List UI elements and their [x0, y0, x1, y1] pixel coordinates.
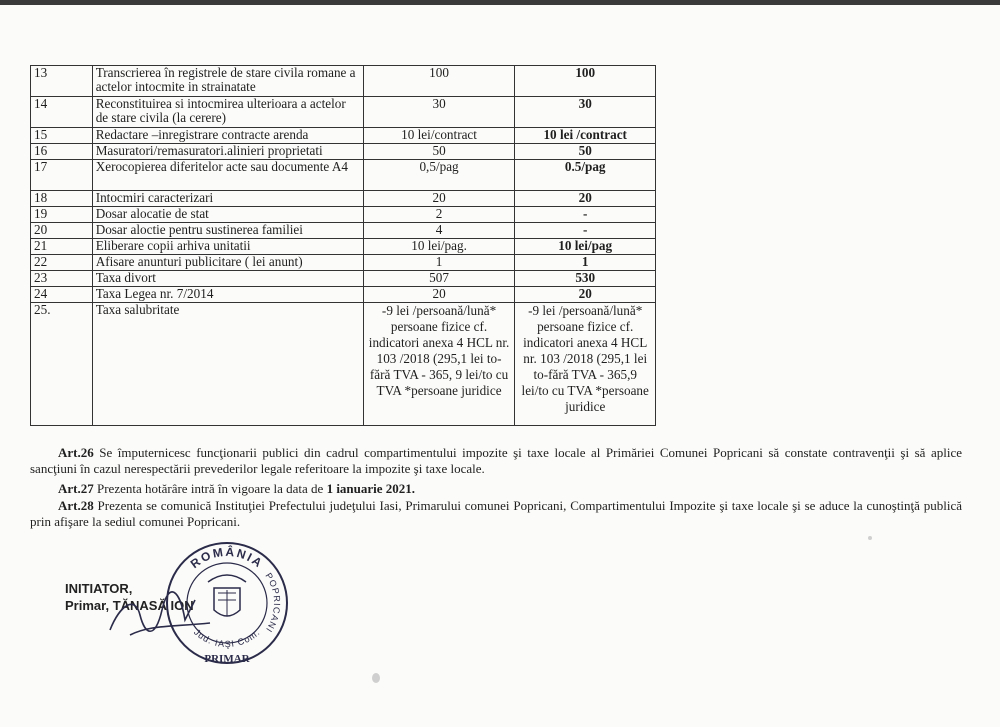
row-number: 21 — [31, 239, 93, 255]
row-old-value: 50 — [363, 144, 515, 160]
row-old-value: -9 lei /persoană/lună* persoane fizice cf. indicatori anexa 4 HCL nr. 103 /2018 (295,1 lei to-fără TVA - 365, 9 lei/to cu TVA *persoane juridice — [363, 303, 515, 426]
row-new-value: 50 — [515, 144, 656, 160]
stamp-top-text: ROMÂNIA — [187, 544, 267, 572]
row-new-value: 10 lei/pag — [515, 239, 656, 255]
row-description: Taxa salubritate — [92, 303, 363, 426]
table-row — [31, 255, 656, 271]
row-new-value: -9 lei /persoană/lună* persoane fizice cf. indicatori anexa 4 HCL nr. 103 /2018 (295,1 lei to-fără TVA - 365,9 lei/to cu TVA *persoane juridice — [515, 303, 656, 426]
row-new-value: 100 — [515, 66, 656, 97]
article-26-text: Se împuternicesc funcţionarii publici din cadrul compartimentului impozite şi taxe locale al Primăriei Comunei Popricani să constate contravenţii şi să aplice sancţiuni în cazul nerespectării prevederilor legale referitoare la impozite şi taxe locale. — [30, 445, 962, 476]
row-old-value: 0,5/pag — [363, 160, 515, 191]
table-row — [31, 160, 656, 191]
stamp-role: PRIMAR — [204, 653, 250, 665]
initiator-label: INITIATOR, — [65, 581, 133, 596]
row-description: Afisare anunturi publicitare ( lei anunt) — [92, 255, 363, 271]
row-description: Xerocopierea diferitelor acte sau documente A4 — [92, 160, 363, 191]
row-new-value: 10 lei /contract — [515, 128, 656, 144]
table-row — [31, 144, 656, 160]
row-new-value: 530 — [515, 271, 656, 287]
article-27-date: 1 ianuarie 2021. — [326, 481, 416, 496]
row-description: Reconstituirea si intocmirea ulterioara a actelor de stare civila (la cerere) — [92, 97, 363, 128]
scan-speck — [868, 536, 872, 540]
row-description: Redactare –inregistrare contracte arenda — [92, 128, 363, 144]
table-row — [31, 66, 656, 97]
row-old-value: 20 — [363, 287, 515, 303]
table-row — [31, 271, 656, 287]
article-27-text: Prezenta hotărâre intră în vigoare la data de — [93, 481, 327, 496]
row-new-value: 20 — [515, 191, 656, 207]
row-number: 16 — [31, 144, 93, 160]
row-old-value: 2 — [363, 207, 515, 223]
row-number: 18 — [31, 191, 93, 207]
row-old-value: 30 — [363, 97, 515, 128]
row-number: 20 — [31, 223, 93, 239]
row-old-value: 4 — [363, 223, 515, 239]
row-description: Transcrierea în registrele de stare civila romane a actelor intocmite in strainatate — [92, 66, 363, 97]
row-number: 19 — [31, 207, 93, 223]
mayor-name: Primar, TĂNASĂ ION — [65, 598, 194, 613]
scan-edge — [0, 0, 1000, 5]
row-number: 24 — [31, 287, 93, 303]
row-new-value: 30 — [515, 97, 656, 128]
article-27-label: Art.27 — [58, 481, 94, 496]
row-description: Taxa Legea nr. 7/2014 — [92, 287, 363, 303]
table-row — [31, 128, 656, 144]
row-number: 23 — [31, 271, 93, 287]
table-row — [31, 223, 656, 239]
row-new-value: 0.5/pag — [515, 160, 656, 191]
official-stamp — [162, 538, 292, 668]
scan-speck — [372, 673, 380, 683]
row-old-value: 10 lei/contract — [363, 128, 515, 144]
article-27 — [30, 481, 962, 497]
article-28-label: Art.28 — [58, 498, 94, 513]
coat-of-arms-icon — [208, 575, 246, 616]
row-number: 22 — [31, 255, 93, 271]
row-new-value: - — [515, 223, 656, 239]
table-row — [31, 239, 656, 255]
row-old-value: 507 — [363, 271, 515, 287]
row-number: 14 — [31, 97, 93, 128]
row-new-value: 1 — [515, 255, 656, 271]
article-26 — [30, 445, 962, 477]
table-row — [31, 207, 656, 223]
table-row — [31, 287, 656, 303]
article-28-text: Prezenta se comunică Instituţiei Prefectului judeţului Iasi, Primarului comunei Popricani, Compartimentului Impozite şi taxe locale şi se aduce la cunoştinţă publică prin afişare la sediul comunei Popricani. — [30, 498, 962, 529]
row-new-value: 20 — [515, 287, 656, 303]
fees-table — [30, 65, 656, 426]
row-description: Eliberare copii arhiva unitatii — [92, 239, 363, 255]
row-description: Taxa divort — [92, 271, 363, 287]
row-description: Masuratori/remasuratori.alinieri proprietati — [92, 144, 363, 160]
row-old-value: 10 lei/pag. — [363, 239, 515, 255]
row-description: Intocmiri caracterizari — [92, 191, 363, 207]
stamp-bottom-text: Jud. IAŞI Com. — [191, 627, 263, 650]
svg-text:ROMÂNIA — [188, 544, 266, 571]
row-old-value: 1 — [363, 255, 515, 271]
article-26-label: Art.26 — [58, 445, 94, 460]
row-number: 17 — [31, 160, 93, 191]
svg-text:POPRICANI — [263, 571, 282, 635]
svg-text:Jud. IAŞI Com. — [192, 627, 262, 649]
row-new-value: - — [515, 207, 656, 223]
stamp-right-text: POPRICANI — [263, 571, 283, 635]
row-description: Dosar aloctie pentru sustinerea familiei — [92, 223, 363, 239]
row-old-value: 20 — [363, 191, 515, 207]
row-number: 13 — [31, 66, 93, 97]
article-28 — [30, 498, 962, 530]
row-number: 15 — [31, 128, 93, 144]
table-row — [31, 191, 656, 207]
row-old-value: 100 — [363, 66, 515, 97]
table-row — [31, 303, 656, 426]
row-number: 25. — [31, 303, 93, 426]
row-description: Dosar alocatie de stat — [92, 207, 363, 223]
table-row — [31, 97, 656, 128]
